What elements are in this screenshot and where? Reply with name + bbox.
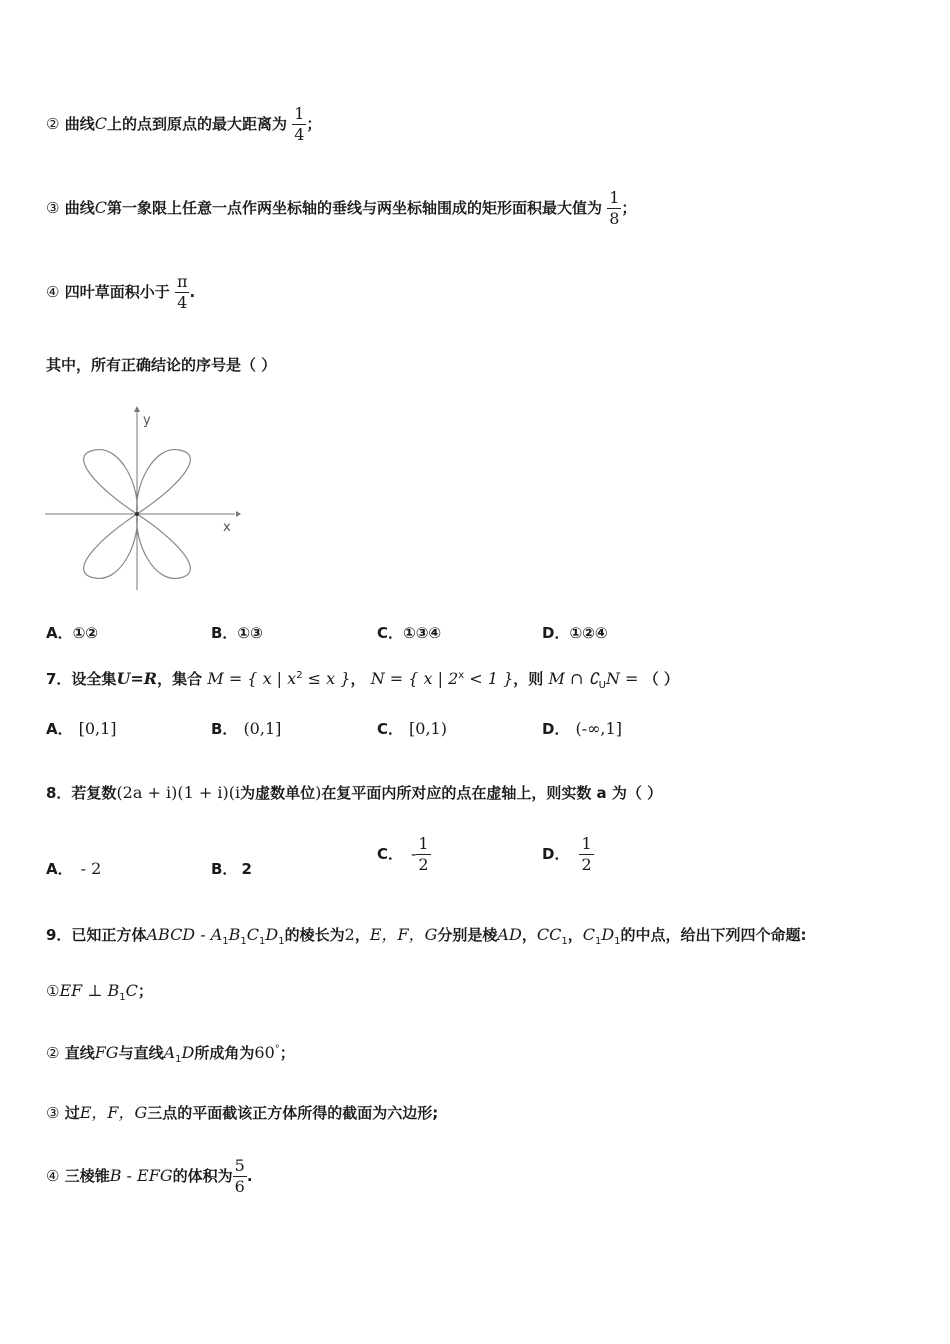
question-7: 7．设全集U=R，集合 M = { x | $x^2 \le x$ }， N = { x | $2^x < 1$ }，则 M ∩ $∁_UN$ = （ ） bbox=[46, 669, 679, 691]
x-axis-label: x bbox=[223, 520, 231, 535]
petal-upper-right bbox=[137, 450, 191, 514]
statement-4: ④ 四叶草面积小于 $\frac{\pi}{4}$ . bbox=[46, 272, 196, 312]
origin-point bbox=[135, 512, 139, 516]
fraction: $\frac{1}{2}$ bbox=[581, 834, 592, 874]
fraction: $\frac{5}{6}$ bbox=[234, 1156, 245, 1196]
y-axis-label: y bbox=[143, 413, 151, 428]
question-9: 9．已知正方体ABCD - $A_1B_1C_1D_1$的棱长为2，E，F，G分别是棱AD，$CC_1$，$C_1D_1$的中点，给出下列四个命题: bbox=[46, 925, 807, 947]
marker: ② bbox=[46, 115, 60, 133]
y-axis-arrow bbox=[134, 406, 140, 412]
x-axis-arrow bbox=[236, 511, 241, 517]
fraction: $\frac{1}{2}$ bbox=[418, 834, 429, 874]
option-a[interactable]: A． [0,1] bbox=[46, 719, 117, 738]
proposition-2: ② 直线FG与直线$A_1D$所成角为60°； bbox=[46, 1043, 295, 1065]
statement-2: ② 曲线C上的点到原点的最大距离为 $\frac{1}{4}$ ； bbox=[46, 104, 322, 144]
option-c[interactable]: C． [0,1) bbox=[377, 719, 447, 738]
option-a[interactable]: A．①② bbox=[46, 624, 99, 642]
option-d[interactable]: D．①②④ bbox=[542, 624, 608, 642]
question-8: 8．若复数(2a + i)(1 + i)(i为虚数单位)在复平面内所对应的点在虚轴上，则实数 a 为（ ） bbox=[46, 783, 663, 802]
fraction: $\frac{1}{8}$ bbox=[609, 188, 620, 228]
option-a[interactable]: A． - 2 bbox=[46, 859, 102, 878]
option-c[interactable]: C． - $\frac{1}{2}$ bbox=[377, 834, 429, 874]
petal-lower-left bbox=[84, 514, 138, 578]
option-b[interactable]: B．①③ bbox=[211, 624, 263, 642]
question-prompt: 其中，所有正确结论的序号是（ ） bbox=[46, 356, 277, 374]
marker: ④ bbox=[46, 283, 60, 301]
option-d[interactable]: D． (-∞,1] bbox=[542, 719, 622, 738]
proposition-1: ①EF ⊥ $B_1C$； bbox=[46, 981, 153, 1003]
option-d[interactable]: D． $\frac{1}{2}$ bbox=[542, 834, 592, 874]
petal-lower-right bbox=[137, 514, 191, 578]
proposition-4: ④ 三棱锥B - EFG的体积为 $\frac{5}{6}$ . bbox=[46, 1156, 253, 1196]
option-b[interactable]: B． 2 bbox=[211, 860, 252, 878]
marker: ③ bbox=[46, 199, 60, 217]
four-leaf-clover-figure bbox=[40, 400, 245, 595]
option-c[interactable]: C．①③④ bbox=[377, 624, 442, 642]
fraction: $\frac{1}{4}$ bbox=[294, 104, 305, 144]
option-b[interactable]: B． (0,1] bbox=[211, 719, 282, 738]
proposition-3: ③ 过E，F，G三点的平面截该正方体所得的截面为六边形; bbox=[46, 1103, 439, 1122]
statement-3: ③ 曲线C第一象限上任意一点作两坐标轴的垂线与两坐标轴围成的矩形面积最大值为 $\frac{1}{8}$ ； bbox=[46, 188, 637, 228]
fraction: $\frac{\pi}{4}$ bbox=[176, 272, 188, 312]
petal-upper-left bbox=[84, 450, 138, 514]
